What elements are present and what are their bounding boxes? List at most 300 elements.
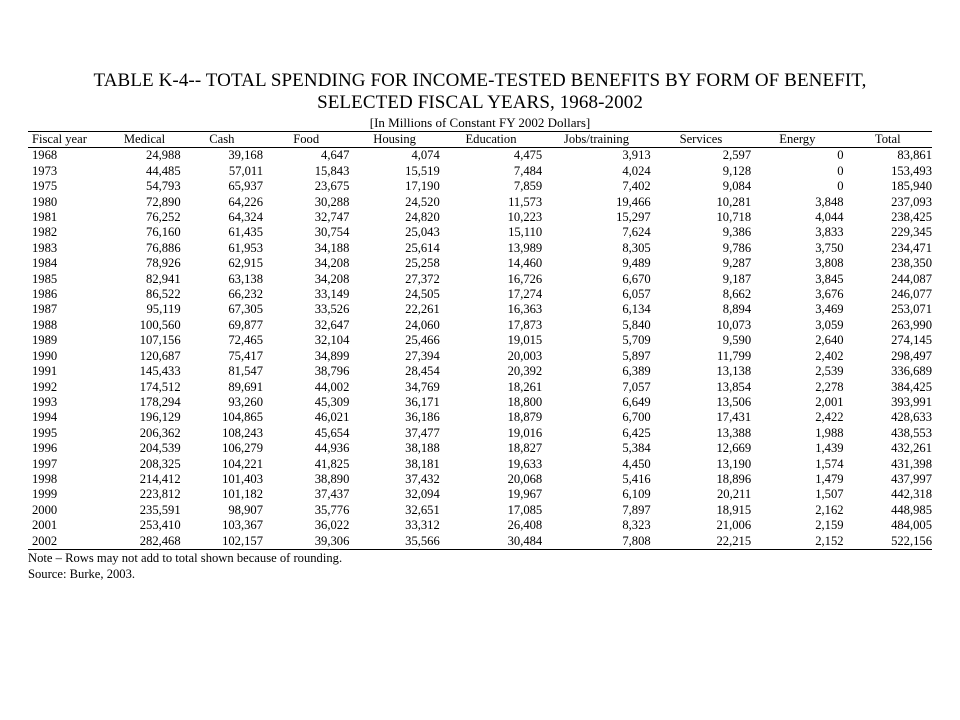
value-cell: 30,484 [440, 534, 542, 550]
value-cell: 2,152 [751, 534, 843, 550]
value-cell: 62,915 [228, 256, 264, 271]
value-cell: 14,460 [507, 256, 543, 271]
value-cell: 229,345 [891, 225, 932, 240]
fiscal-year-cell: 1973 [32, 163, 58, 178]
value-cell: 106,279 [222, 441, 264, 456]
value-cell: 2,640 [815, 333, 844, 348]
value-cell: 76,252 [146, 210, 181, 225]
value-cell: 9,287 [722, 256, 752, 271]
value-cell: 7,897 [622, 502, 651, 517]
value-cell: 214,412 [139, 471, 181, 486]
value-cell: 2,597 [722, 148, 752, 163]
value-cell: 104,221 [222, 456, 264, 471]
column-header: Cash [181, 132, 263, 148]
table-note: Note – Rows may not add to total shown because of rounding. [28, 550, 343, 565]
value-cell: 10,073 [716, 317, 752, 332]
value-cell: 61,435 [228, 225, 264, 240]
value-cell: 33,312 [405, 518, 440, 533]
value-cell: 208,325 [139, 456, 181, 471]
value-cell: 4,024 [622, 163, 651, 178]
table-row [28, 426, 932, 441]
value-cell: 21,006 [716, 518, 752, 533]
value-cell: 6,109 [622, 487, 651, 502]
fiscal-year-cell: 2002 [28, 534, 108, 550]
value-cell: 38,188 [405, 441, 440, 456]
table-row [28, 318, 932, 333]
value-cell: 263,990 [891, 317, 932, 332]
fiscal-year-cell: 1996 [32, 441, 58, 456]
value-cell: 384,425 [891, 379, 932, 394]
value-cell: 101,182 [222, 487, 264, 502]
fiscal-year-cell: 1980 [32, 194, 58, 209]
value-cell: 6,700 [622, 410, 651, 425]
value-cell: 6,389 [622, 364, 651, 379]
table-row [28, 287, 932, 302]
value-cell: 7,484 [513, 163, 543, 178]
value-cell: 17,274 [507, 287, 543, 302]
value-cell: 8,894 [722, 302, 752, 317]
table-row [28, 333, 932, 348]
value-cell: 11,573 [508, 194, 543, 209]
value-cell: 34,188 [314, 240, 350, 255]
table-row [28, 472, 932, 487]
value-cell: 33,526 [314, 302, 350, 317]
value-cell: 18,915 [716, 502, 752, 517]
value-cell: 18,800 [507, 394, 543, 409]
value-cell: 76,160 [146, 225, 181, 240]
table-row [28, 195, 932, 210]
value-cell: 16,726 [507, 271, 543, 286]
value-cell: 32,647 [314, 317, 350, 332]
value-cell: 2,278 [815, 379, 844, 394]
fiscal-year-cell: 1995 [32, 425, 58, 440]
value-cell: 36,022 [314, 518, 350, 533]
value-cell: 78,926 [146, 256, 181, 271]
value-cell: 81,547 [228, 364, 264, 379]
value-cell: 46,021 [314, 410, 350, 425]
value-cell: 19,016 [507, 425, 543, 440]
value-cell: 246,077 [891, 287, 932, 302]
value-cell: 19,967 [507, 487, 543, 502]
value-cell: 35,776 [314, 502, 350, 517]
value-cell: 438,553 [891, 425, 932, 440]
table-body [28, 148, 932, 550]
value-cell: 522,156 [844, 534, 932, 550]
value-cell: 104,865 [222, 410, 264, 425]
value-cell: 145,433 [139, 364, 181, 379]
table-row [28, 179, 932, 194]
value-cell: 11,799 [716, 348, 752, 363]
value-cell: 1,479 [815, 471, 844, 486]
value-cell: 36,171 [405, 394, 440, 409]
value-cell: 44,002 [314, 379, 350, 394]
value-cell: 39,168 [228, 148, 264, 163]
spending-table [28, 131, 932, 550]
value-cell: 4,074 [411, 148, 440, 163]
value-cell: 44,936 [314, 441, 350, 456]
value-cell: 17,085 [507, 502, 543, 517]
value-cell: 28,454 [405, 364, 440, 379]
table-row [28, 534, 932, 550]
value-cell: 234,471 [891, 240, 932, 255]
value-cell: 38,890 [314, 471, 350, 486]
value-cell: 24,060 [405, 317, 440, 332]
value-cell: 57,011 [228, 163, 264, 178]
value-cell: 253,410 [139, 518, 181, 533]
value-cell: 25,614 [405, 240, 440, 255]
value-cell: 17,190 [405, 179, 440, 194]
value-cell: 61,953 [228, 240, 264, 255]
value-cell: 108,243 [222, 425, 264, 440]
value-cell: 4,044 [815, 210, 844, 225]
value-cell: 6,670 [622, 271, 651, 286]
value-cell: 13,138 [716, 364, 752, 379]
value-cell: 13,190 [716, 456, 752, 471]
value-cell: 10,223 [507, 210, 543, 225]
value-cell: 65,937 [228, 179, 264, 194]
value-cell: 6,425 [622, 425, 651, 440]
value-cell: 95,119 [146, 302, 181, 317]
value-cell: 13,388 [716, 425, 752, 440]
value-cell: 34,769 [405, 379, 440, 394]
value-cell: 107,156 [139, 333, 181, 348]
value-cell: 64,324 [228, 210, 264, 225]
value-cell: 298,497 [891, 348, 932, 363]
fiscal-year-cell: 1985 [32, 271, 58, 286]
value-cell: 24,820 [405, 210, 440, 225]
value-cell: 206,362 [139, 425, 181, 440]
value-cell: 448,985 [891, 502, 932, 517]
table-row [28, 457, 932, 472]
value-cell: 13,989 [507, 240, 543, 255]
table-row [28, 148, 932, 164]
value-cell: 15,843 [314, 163, 350, 178]
fiscal-year-cell: 1991 [32, 364, 58, 379]
fiscal-year-cell: 1999 [32, 487, 58, 502]
value-cell: 3,845 [815, 271, 844, 286]
value-cell: 3,808 [815, 256, 844, 271]
value-cell: 6,134 [622, 302, 651, 317]
value-cell: 76,886 [146, 240, 181, 255]
fiscal-year-cell: 1990 [32, 348, 58, 363]
value-cell: 9,084 [722, 179, 752, 194]
column-header: Food [263, 132, 349, 148]
value-cell: 178,294 [139, 394, 181, 409]
table-row [28, 272, 932, 287]
value-cell: 428,633 [891, 410, 932, 425]
value-cell: 9,786 [722, 240, 752, 255]
value-cell: 101,403 [222, 471, 264, 486]
value-cell: 22,261 [405, 302, 440, 317]
value-cell: 36,186 [405, 410, 440, 425]
fiscal-year-cell: 1993 [32, 394, 58, 409]
value-cell: 45,309 [314, 394, 350, 409]
table-row [28, 241, 932, 256]
table-source: Source: Burke, 2003. [28, 566, 136, 581]
table-row [28, 349, 932, 364]
value-cell: 235,591 [139, 502, 181, 517]
value-cell: 45,654 [314, 425, 350, 440]
value-cell: 63,138 [228, 271, 264, 286]
value-cell: 8,323 [622, 518, 651, 533]
value-cell: 3,833 [815, 225, 844, 240]
value-cell: 238,350 [891, 256, 932, 271]
value-cell: 1,439 [815, 441, 844, 456]
fiscal-year-cell: 1998 [32, 471, 58, 486]
value-cell: 484,005 [891, 518, 932, 533]
value-cell: 39,306 [263, 534, 349, 550]
value-cell: 33,149 [314, 287, 350, 302]
value-cell: 6,649 [622, 394, 651, 409]
table-row [28, 364, 932, 379]
value-cell: 7,624 [622, 225, 651, 240]
value-cell: 2,162 [815, 502, 844, 517]
value-cell: 34,899 [314, 348, 350, 363]
value-cell: 75,417 [228, 348, 264, 363]
value-cell: 238,425 [891, 210, 932, 225]
column-header: Housing [349, 132, 439, 148]
value-cell: 7,057 [622, 379, 651, 394]
table-row [28, 503, 932, 518]
column-header: Energy [751, 132, 843, 148]
value-cell: 38,796 [314, 364, 350, 379]
value-cell: 274,145 [891, 333, 932, 348]
value-cell: 2,539 [815, 364, 844, 379]
value-cell: 7,808 [542, 534, 650, 550]
value-cell: 19,633 [507, 456, 543, 471]
value-cell: 30,754 [314, 225, 350, 240]
value-cell: 3,848 [815, 194, 844, 209]
table-row [28, 518, 932, 533]
value-cell: 27,372 [405, 271, 440, 286]
value-cell: 12,669 [716, 441, 752, 456]
value-cell: 431,398 [891, 456, 932, 471]
value-cell: 5,709 [622, 333, 651, 348]
value-cell: 0 [837, 148, 844, 163]
value-cell: 19,015 [507, 333, 543, 348]
fiscal-year-cell: 1997 [32, 456, 58, 471]
value-cell: 3,750 [815, 240, 844, 255]
value-cell: 37,437 [314, 487, 350, 502]
value-cell: 2,422 [815, 410, 844, 425]
value-cell: 253,071 [891, 302, 932, 317]
value-cell: 25,258 [405, 256, 440, 271]
value-cell: 7,859 [513, 179, 543, 194]
value-cell: 432,261 [891, 441, 932, 456]
column-header: Services [651, 132, 751, 148]
fiscal-year-cell: 1968 [32, 148, 58, 163]
table-row [28, 487, 932, 502]
value-cell: 3,059 [815, 317, 844, 332]
value-cell: 20,068 [507, 471, 543, 486]
value-cell: 35,566 [349, 534, 439, 550]
value-cell: 17,431 [716, 410, 752, 425]
value-cell: 5,897 [622, 348, 651, 363]
value-cell: 86,522 [146, 287, 181, 302]
value-cell: 102,157 [181, 534, 263, 550]
value-cell: 13,506 [716, 394, 752, 409]
fiscal-year-cell: 1982 [32, 225, 58, 240]
fiscal-year-cell: 2001 [32, 518, 58, 533]
value-cell: 37,477 [405, 425, 440, 440]
value-cell: 17,873 [507, 317, 543, 332]
value-cell: 19,466 [616, 194, 651, 209]
value-cell: 32,094 [405, 487, 440, 502]
value-cell: 93,260 [228, 394, 264, 409]
value-cell: 83,861 [897, 148, 932, 163]
fiscal-year-cell: 1987 [32, 302, 58, 317]
value-cell: 98,907 [228, 502, 264, 517]
value-cell: 2,159 [815, 518, 844, 533]
fiscal-year-cell: 1981 [32, 210, 58, 225]
value-cell: 1,507 [815, 487, 844, 502]
value-cell: 44,485 [146, 163, 181, 178]
value-cell: 20,392 [507, 364, 543, 379]
value-cell: 5,416 [622, 471, 651, 486]
fiscal-year-cell: 1994 [32, 410, 58, 425]
value-cell: 0 [837, 179, 844, 194]
value-cell: 82,941 [146, 271, 181, 286]
value-cell: 15,519 [405, 163, 440, 178]
value-cell: 7,402 [622, 179, 651, 194]
value-cell: 34,208 [314, 271, 350, 286]
value-cell: 23,675 [314, 179, 350, 194]
value-cell: 1,574 [815, 456, 844, 471]
value-cell: 18,827 [507, 441, 543, 456]
table-row [28, 164, 932, 179]
value-cell: 25,466 [405, 333, 440, 348]
table-row [28, 395, 932, 410]
value-cell: 9,386 [722, 225, 752, 240]
value-cell: 5,840 [622, 317, 651, 332]
value-cell: 9,187 [722, 271, 752, 286]
value-cell: 54,793 [146, 179, 181, 194]
value-cell: 237,093 [891, 194, 932, 209]
value-cell: 67,305 [228, 302, 264, 317]
value-cell: 32,651 [405, 502, 440, 517]
value-cell: 41,825 [314, 456, 350, 471]
fiscal-year-cell: 1989 [32, 333, 58, 348]
fiscal-year-cell: 1983 [32, 240, 58, 255]
table-row [28, 256, 932, 271]
fiscal-year-cell: 2000 [32, 502, 58, 517]
value-cell: 69,877 [228, 317, 264, 332]
fiscal-year-cell: 1988 [32, 317, 58, 332]
value-cell: 10,281 [716, 194, 752, 209]
value-cell: 174,512 [139, 379, 181, 394]
value-cell: 4,450 [622, 456, 651, 471]
value-cell: 3,676 [815, 287, 844, 302]
value-cell: 9,128 [722, 163, 752, 178]
value-cell: 16,363 [507, 302, 543, 317]
value-cell: 15,110 [508, 225, 543, 240]
value-cell: 89,691 [228, 379, 264, 394]
table-row [28, 380, 932, 395]
value-cell: 72,465 [228, 333, 264, 348]
table-title-line-2: SELECTED FISCAL YEARS, 1968-2002 [317, 92, 643, 113]
value-cell: 34,208 [314, 256, 350, 271]
table-row [28, 225, 932, 240]
value-cell: 442,318 [891, 487, 932, 502]
value-cell: 2,001 [815, 394, 844, 409]
value-cell: 18,261 [507, 379, 543, 394]
column-header: Medical [108, 132, 180, 148]
table-row [28, 441, 932, 456]
table-row [28, 302, 932, 317]
value-cell: 185,940 [891, 179, 932, 194]
value-cell: 0 [837, 163, 844, 178]
value-cell: 20,003 [507, 348, 543, 363]
fiscal-year-cell: 1984 [32, 256, 58, 271]
value-cell: 18,879 [507, 410, 543, 425]
value-cell: 5,384 [622, 441, 651, 456]
value-cell: 24,520 [405, 194, 440, 209]
value-cell: 8,305 [622, 240, 651, 255]
value-cell: 1,988 [815, 425, 844, 440]
value-cell: 393,991 [891, 394, 932, 409]
table-header-row [28, 132, 932, 148]
value-cell: 4,475 [513, 148, 543, 163]
value-cell: 18,896 [716, 471, 752, 486]
column-header: Total [844, 132, 932, 148]
value-cell: 100,560 [139, 317, 181, 332]
value-cell: 6,057 [622, 287, 651, 302]
value-cell: 15,297 [616, 210, 651, 225]
value-cell: 32,747 [314, 210, 350, 225]
value-cell: 25,043 [405, 225, 440, 240]
column-header: Education [440, 132, 542, 148]
value-cell: 32,104 [314, 333, 350, 348]
value-cell: 336,689 [891, 364, 932, 379]
value-cell: 223,812 [139, 487, 181, 502]
value-cell: 20,211 [716, 487, 752, 502]
value-cell: 103,367 [222, 518, 264, 533]
value-cell: 30,288 [314, 194, 350, 209]
document [28, 70, 932, 582]
value-cell: 72,890 [146, 194, 181, 209]
table-row [28, 410, 932, 425]
value-cell: 3,913 [622, 148, 651, 163]
value-cell: 22,215 [651, 534, 751, 550]
table-row [28, 210, 932, 225]
value-cell: 3,469 [815, 302, 844, 317]
table-title-line-1: TABLE K-4-- TOTAL SPENDING FOR INCOME-TESTED BENEFITS BY FORM OF BENEFIT, [93, 70, 867, 91]
value-cell: 37,432 [405, 471, 440, 486]
value-cell: 38,181 [405, 456, 440, 471]
value-cell: 9,489 [622, 256, 651, 271]
value-cell: 8,662 [722, 287, 752, 302]
value-cell: 437,997 [891, 471, 932, 486]
value-cell: 282,468 [108, 534, 180, 550]
column-header: Fiscal year [28, 132, 108, 148]
value-cell: 66,232 [228, 287, 264, 302]
column-header: Jobs/training [542, 132, 650, 148]
value-cell: 120,687 [139, 348, 181, 363]
value-cell: 10,718 [716, 210, 752, 225]
value-cell: 13,854 [716, 379, 752, 394]
value-cell: 153,493 [891, 163, 932, 178]
value-cell: 196,129 [139, 410, 181, 425]
table-subtitle: [In Millions of Constant FY 2002 Dollars] [369, 115, 591, 130]
value-cell: 9,590 [722, 333, 752, 348]
value-cell: 4,647 [321, 148, 350, 163]
value-cell: 24,505 [405, 287, 440, 302]
fiscal-year-cell: 1992 [32, 379, 58, 394]
fiscal-year-cell: 1975 [32, 179, 58, 194]
fiscal-year-cell: 1986 [32, 287, 58, 302]
value-cell: 26,408 [507, 518, 543, 533]
value-cell: 2,402 [815, 348, 844, 363]
